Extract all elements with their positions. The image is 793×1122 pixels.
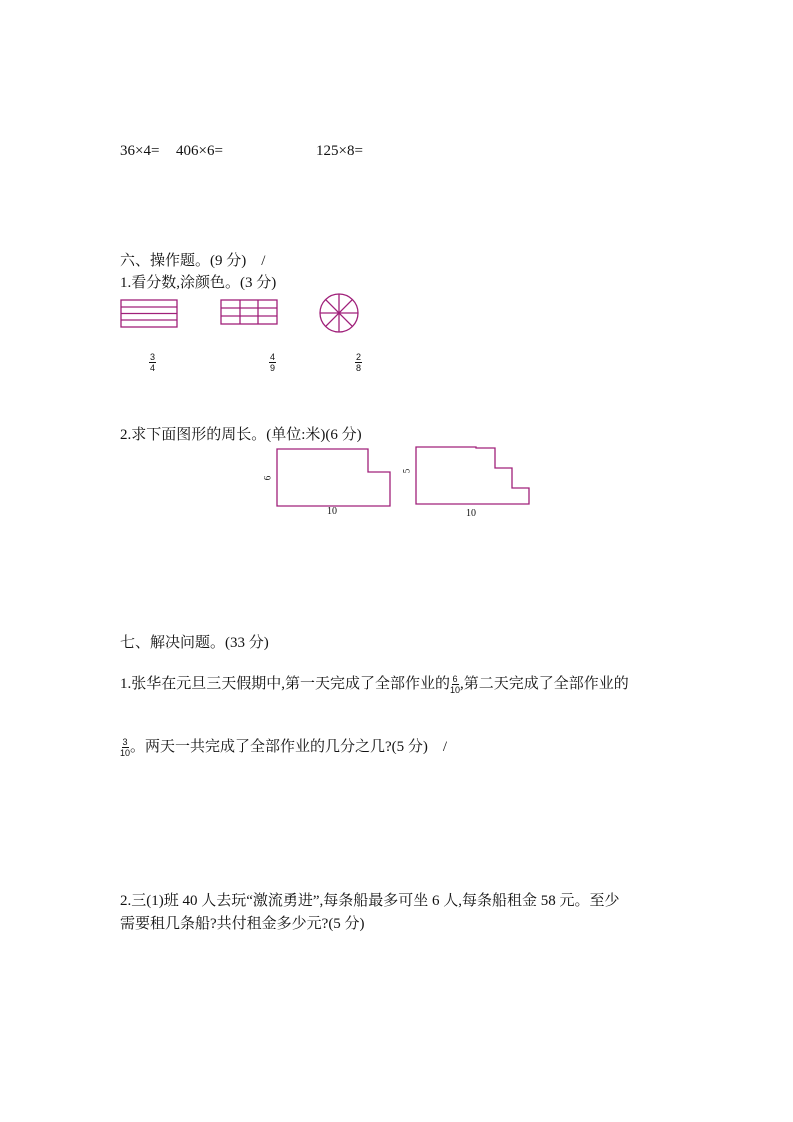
question-6-1: 1.看分数,涂颜色。(3 分)	[120, 275, 277, 291]
text: 。两天一共完成了全部作业的几分之几?(5 分) /	[130, 739, 448, 755]
denominator: 4	[150, 363, 156, 373]
section-7-title: 七、解决问题。(33 分)	[120, 635, 269, 651]
figure-1	[277, 449, 390, 506]
calc-2: 406×6=	[176, 143, 223, 159]
figure-2-side-label: 5	[401, 468, 412, 474]
rect-9-parts	[221, 300, 277, 324]
question-7-1-line-1	[120, 672, 629, 695]
figure-1-bottom-label: 10	[327, 506, 337, 517]
numerator: 6	[452, 674, 458, 685]
numerator: 3	[150, 352, 156, 362]
fraction-6-10	[450, 674, 460, 695]
section-6-title: 六、操作题。(9 分) /	[120, 253, 266, 269]
numerator: 3	[122, 737, 128, 748]
question-7-2-line-1: 2.三(1)班 40 人去玩“激流勇进”,每条船最多可坐 6 人,每条船租金 58 元。至少	[120, 893, 620, 909]
circle-8-parts	[320, 294, 358, 332]
fraction-3-10	[120, 737, 130, 758]
calc-1: 36×4=	[120, 143, 160, 159]
denominator: 9	[270, 363, 276, 373]
figure-1-side-label: 6	[262, 475, 273, 481]
figure-2	[416, 447, 529, 504]
calc-3: 125×8=	[316, 143, 363, 159]
question-6-2: 2.求下面图形的周长。(单位:米)(6 分)	[120, 427, 362, 443]
figure-2-bottom-label: 10	[466, 508, 476, 519]
question-7-2-line-2: 需要租几条船?共付租金多少元?(5 分)	[120, 916, 365, 932]
text: 1.张华在元旦三天假期中,第一天完成了全部作业的	[120, 676, 451, 692]
text: ,第二天完成了全部作业的	[460, 676, 629, 692]
fraction-shapes	[0, 0, 793, 400]
denominator: 8	[356, 363, 362, 373]
fraction-1	[149, 352, 156, 373]
fraction-2	[269, 352, 276, 373]
question-7-1-line-2	[120, 735, 447, 758]
fraction-3	[355, 352, 362, 373]
numerator: 2	[356, 352, 362, 362]
denominator: 10	[120, 748, 131, 759]
numerator: 4	[270, 352, 276, 362]
denominator: 10	[450, 685, 461, 696]
rect-4-parts	[121, 300, 177, 327]
